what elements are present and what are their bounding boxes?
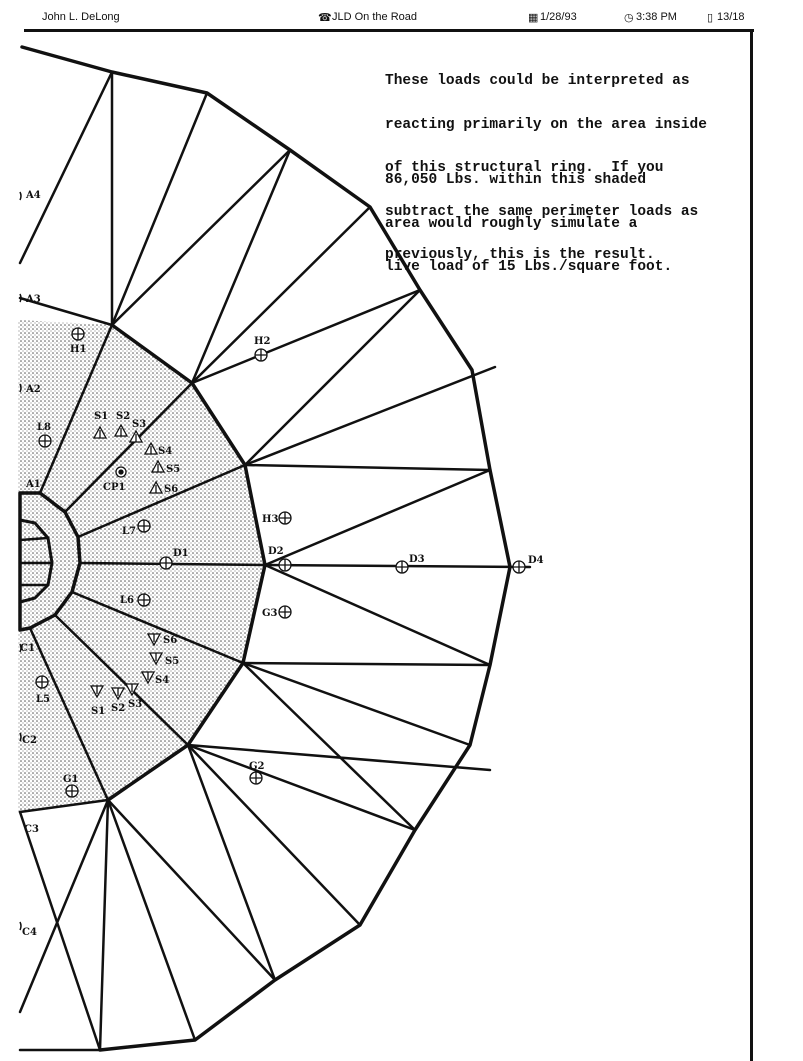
- web-line: [20, 72, 112, 263]
- label-s1-upper: S1: [94, 411, 109, 422]
- web-line: [100, 800, 108, 1050]
- page-icon: ▯: [707, 12, 714, 24]
- label-cp1: CP1: [103, 482, 126, 493]
- note-line: of this structural ring. If you: [385, 160, 664, 176]
- note-line: These loads could be interpreted as: [385, 73, 690, 89]
- label-s6-lower: S6: [163, 635, 178, 646]
- label-s6-upper: S6: [164, 484, 179, 495]
- label-s5-lower: S5: [165, 656, 180, 667]
- web-line: [188, 745, 490, 770]
- web-line: [188, 745, 360, 925]
- marker-g2: [250, 772, 262, 784]
- label-h1: H1: [70, 344, 87, 355]
- label-c1: C1: [20, 643, 35, 654]
- label-s5-upper: S5: [166, 464, 181, 475]
- note-line: area would roughly simulate a: [385, 215, 638, 232]
- marker-l7: [138, 520, 150, 532]
- label-d4: D4: [528, 555, 544, 566]
- label-d3: D3: [409, 554, 425, 565]
- label-g1: G1: [63, 774, 79, 785]
- telephone-icon: ☎: [318, 12, 332, 24]
- label-l6: L6: [120, 595, 134, 606]
- web-line: [188, 745, 415, 830]
- marker-g1: [66, 785, 78, 797]
- label-g2: G2: [249, 761, 265, 772]
- label-a4: A4: [26, 190, 41, 201]
- note-line: live load of 15 Lbs./square foot.: [385, 259, 673, 275]
- marker-g3: [279, 606, 291, 618]
- label-d1: D1: [173, 548, 189, 559]
- web-line: [245, 465, 490, 470]
- web-line: [108, 800, 195, 1040]
- web-line: [192, 207, 370, 383]
- marker-d3: [396, 561, 408, 573]
- calendar-icon: ▦: [528, 12, 539, 24]
- label-s2-lower: S2: [111, 703, 126, 714]
- web-line: [112, 150, 290, 325]
- web-line: [265, 565, 490, 665]
- label-c4: C4: [22, 927, 37, 938]
- marker-l6: [138, 594, 150, 606]
- clock-icon: ◷: [624, 12, 634, 24]
- phone-label: JLD On the Road: [332, 11, 417, 23]
- shaded-load-area: [18, 320, 265, 812]
- label-s4-lower: S4: [155, 675, 170, 686]
- marker-h2: [255, 349, 267, 361]
- label-a1: A1: [26, 479, 41, 490]
- web-line: [112, 93, 207, 325]
- note-line: previously, this is the result.: [385, 247, 655, 263]
- web-line: [245, 367, 495, 465]
- web-line: [243, 663, 415, 830]
- marker-cp1: [116, 467, 126, 477]
- label-c2: C2: [22, 735, 37, 746]
- author-name: John L. DeLong: [42, 11, 120, 23]
- web-line: [243, 663, 490, 665]
- header-page: 13/18: [717, 11, 745, 23]
- header-time: 3:38 PM: [636, 11, 677, 23]
- label-l5: L5: [36, 694, 50, 705]
- label-h3: H3: [262, 514, 279, 525]
- label-l7: L7: [122, 526, 136, 537]
- label-g3: G3: [262, 608, 278, 619]
- label-s3-upper: S3: [132, 419, 147, 430]
- label-c3: C3: [24, 824, 39, 835]
- label-a3: A3: [26, 294, 41, 305]
- marker-h1: [72, 328, 84, 340]
- label-s4-upper: S4: [158, 446, 173, 457]
- marker-d4: [513, 561, 525, 573]
- marker-d2: [279, 559, 291, 571]
- note-line: subtract the same perimeter loads as: [385, 203, 699, 220]
- note-line: reacting primarily on the area inside: [385, 116, 707, 133]
- web-line: [243, 663, 470, 745]
- label-a2: A2: [26, 384, 41, 395]
- label-l8: L8: [37, 422, 51, 433]
- header-date: 1/28/93: [540, 11, 577, 23]
- web-line: [265, 470, 490, 565]
- marker-d1: [160, 557, 172, 569]
- marker-l5: [36, 676, 48, 688]
- web-line: [245, 290, 420, 465]
- label-s2-upper: S2: [116, 411, 131, 422]
- marker-h3: [279, 512, 291, 524]
- label-d2: D2: [268, 546, 284, 557]
- web-line: [108, 800, 275, 980]
- label-s1-lower: S1: [91, 706, 106, 717]
- marker-l8: [39, 435, 51, 447]
- label-h2: H2: [254, 336, 271, 347]
- note-line: 86,050 Lbs. within this shaded: [385, 172, 647, 188]
- label-s3-lower: S3: [128, 699, 143, 710]
